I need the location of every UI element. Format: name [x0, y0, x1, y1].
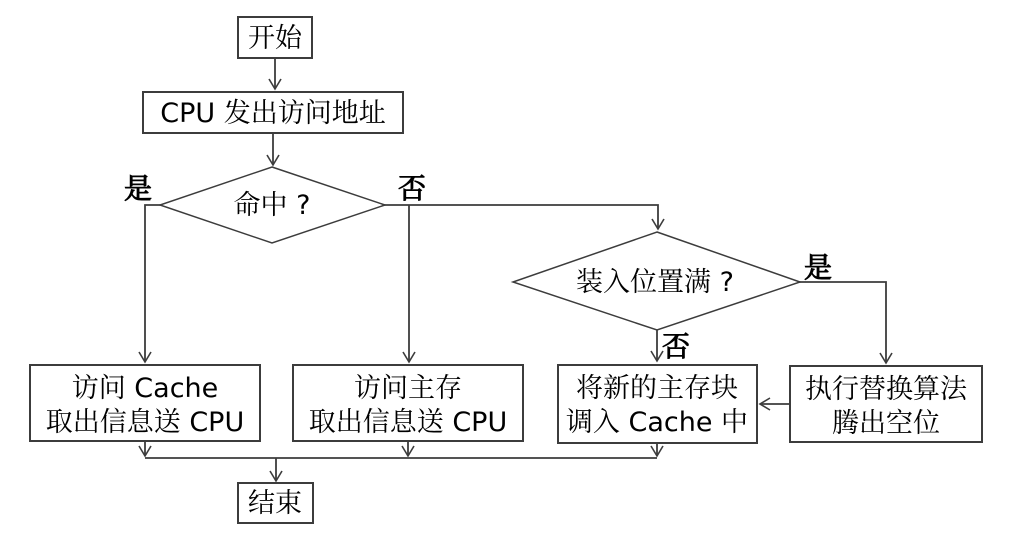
- end-label: 结束: [248, 488, 302, 519]
- slot-full-decision-label: 装入位置满 ?: [576, 267, 734, 298]
- access-main-memory-line1: 访问主存: [354, 373, 462, 404]
- edge-label-hit-no: 否: [397, 172, 427, 205]
- edge-label-full-yes: 是: [803, 251, 833, 284]
- node-end: [238, 483, 313, 523]
- node-hit-decision: [160, 167, 385, 243]
- load-new-block-line1: 将新的主存块: [576, 373, 738, 404]
- start-label: 开始: [248, 23, 302, 54]
- access-cache-line2: 取出信息送 CPU: [45, 407, 245, 438]
- node-access-main-memory: [293, 365, 523, 441]
- node-access-cache: [30, 365, 260, 441]
- edge-label-full-no: 否: [661, 330, 691, 363]
- run-replacement-line1: 执行替换算法: [805, 374, 967, 405]
- edge-full-yes-to-replacement: [799, 282, 886, 363]
- node-load-new-block: [558, 365, 757, 443]
- access-cache-line1: 访问 Cache: [71, 373, 219, 404]
- node-cpu-address: [143, 92, 403, 133]
- node-run-replacement: [790, 366, 982, 442]
- edge-label-hit-yes: 是: [123, 172, 153, 205]
- hit-decision-label: 命中 ?: [233, 190, 311, 221]
- edge-hit-yes-to-access-cache: [145, 205, 161, 362]
- access-main-memory-line2: 取出信息送 CPU: [308, 407, 508, 438]
- load-new-block-line2: 调入 Cache 中: [565, 407, 749, 438]
- node-slot-full-decision: [513, 232, 800, 330]
- cpu-address-label: CPU 发出访问地址: [160, 98, 386, 129]
- node-start: [238, 17, 312, 58]
- edge-hit-no-to-slot-full: [384, 205, 658, 229]
- run-replacement-line2: 腾出空位: [832, 408, 940, 439]
